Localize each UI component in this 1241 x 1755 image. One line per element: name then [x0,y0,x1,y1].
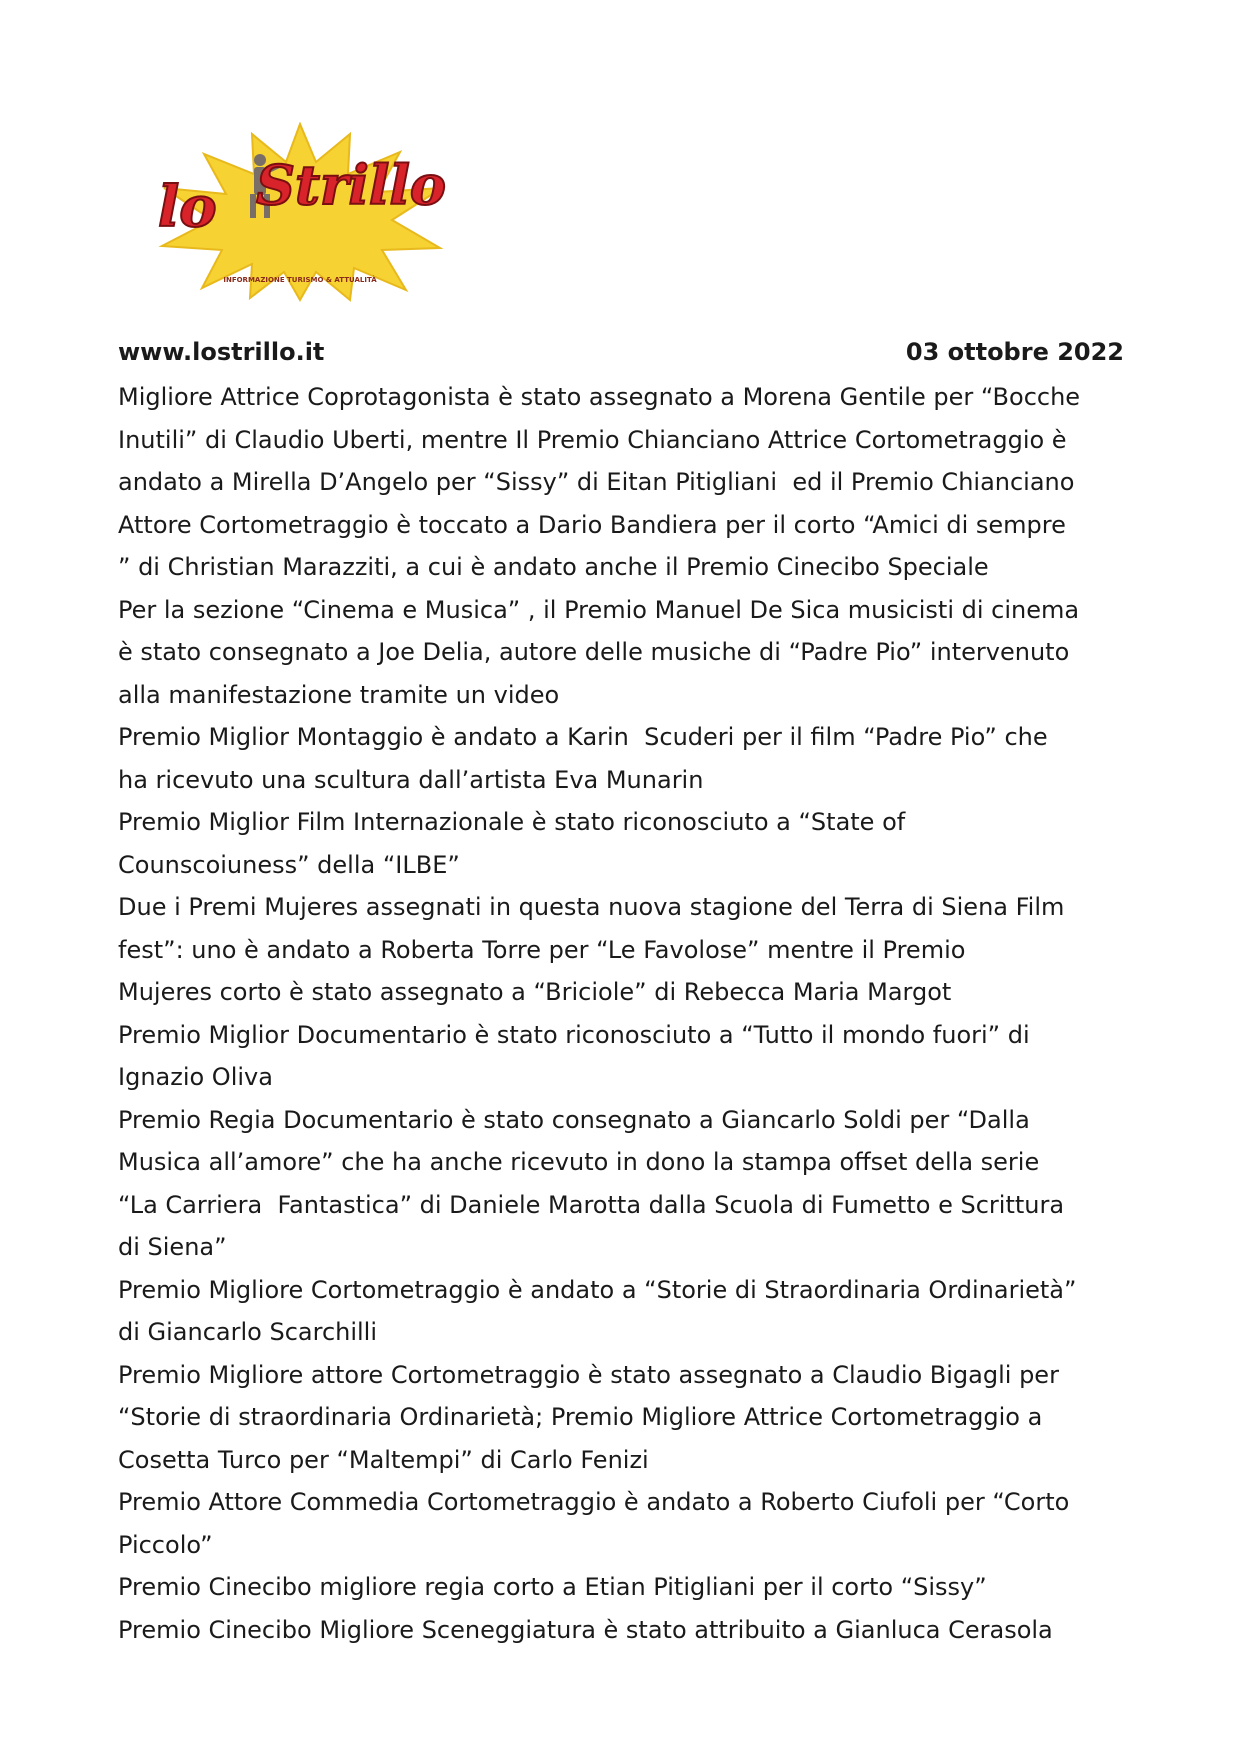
article-line: Premio Attore Commedia Cortometraggio è andato a Roberto Ciufoli per “Corto [118,1488,1070,1516]
article-line: è stato consegnato a Joe Delia, autore delle musiche di “Padre Pio” intervenuto [118,638,1070,666]
article-line: Counscoiuness” della “ILBE” [118,850,460,879]
article-line: Premio Cinecibo migliore regia corto a Etian Pitigliani per il corto “Sissy” [118,1573,987,1601]
article-line: “Storie di straordinaria Ordinarietà; Premio Migliore Attrice Cortometraggio a [118,1403,1043,1431]
article-line: Premio Miglior Film Internazionale è stato riconosciuto a “State of [118,808,906,836]
article-line: di Giancarlo Scarchilli [118,1318,378,1346]
article-line: Piccolo” [118,1530,213,1559]
article-line: Musica all’amore” che ha anche ricevuto in dono la stampa offset della serie [118,1148,1040,1176]
article-line: Per la sezione “Cinema e Musica” , il Premio Manuel De Sica musicisti di cinema [118,595,1080,624]
article-line: Premio Miglior Documentario è stato riconosciuto a “Tutto il mondo fuori” di [118,1020,1030,1049]
article-line: Premio Cinecibo Migliore Sceneggiatura è stato attribuito a Gianluca Cerasola [118,1615,1053,1644]
article-line: ” di Christian Marazziti, a cui è andato anche il Premio Cinecibo Speciale [118,553,989,581]
article-line: Premio Migliore Cortometraggio è andato a “Storie di Straordinaria Ordinarietà” [118,1275,1077,1304]
article-line: Premio Migliore attore Cortometraggio è stato assegnato a Claudio Bigagli per [118,1360,1059,1389]
article-line: andato a Mirella D’Angelo per “Sissy” di Eitan Pitigliani ed il Premio Chianciano [118,468,1075,496]
article-line: “La Carriera Fantastica” di Daniele Marotta dalla Scuola di Fumetto e Scrittura [118,1190,1065,1219]
article-line: fest”: uno è andato a Roberta Torre per “Le Favolose” mentre il Premio [118,935,966,964]
article-line: Cosetta Turco per “Maltempi” di Carlo Fenizi [118,1445,649,1474]
publication-date: 03 ottobre 2022 [905,338,1124,366]
article-line: Ignazio Oliva [118,1063,273,1091]
website-url: www.lostrillo.it [118,338,325,366]
article-line: Premio Regia Documentario è stato consegnato a Giancarlo Soldi per “Dalla [118,1105,1030,1134]
article-line: Mujeres corto è stato assegnato a “Briciole” di Rebecca Maria Margot [118,978,952,1006]
article-line: di Siena” [118,1233,227,1261]
article-line: Migliore Attrice Coprotagonista è stato assegnato a Morena Gentile per “Bocche [118,383,1081,411]
logo-tagline: INFORMAZIONE TURISMO & ATTUALITÀ [223,276,377,284]
article-line: Inutili” di Claudio Uberti, mentre Il Premio Chianciano Attrice Cortometraggio è [118,425,1067,454]
article-line: Premio Miglior Montaggio è andato a Karin Scuderi per il film “Padre Pio” che [118,723,1048,751]
article-line: ha ricevuto una scultura dall’artista Eva Munarin [118,765,704,794]
article-line: Attore Cortometraggio è toccato a Dario Bandiera per il corto “Amici di sempre [118,510,1066,539]
article-body [118,376,1133,1651]
logo-name-right: Strillo [256,153,446,217]
document-header [118,332,1124,372]
article-line: Due i Premi Mujeres assegnati in questa nuova stagione del Terra di Siena Film [118,893,1065,921]
logo-name-left: lo [158,174,217,240]
article-line: alla manifestazione tramite un video [118,680,560,709]
lostrillo-logo [150,122,450,302]
